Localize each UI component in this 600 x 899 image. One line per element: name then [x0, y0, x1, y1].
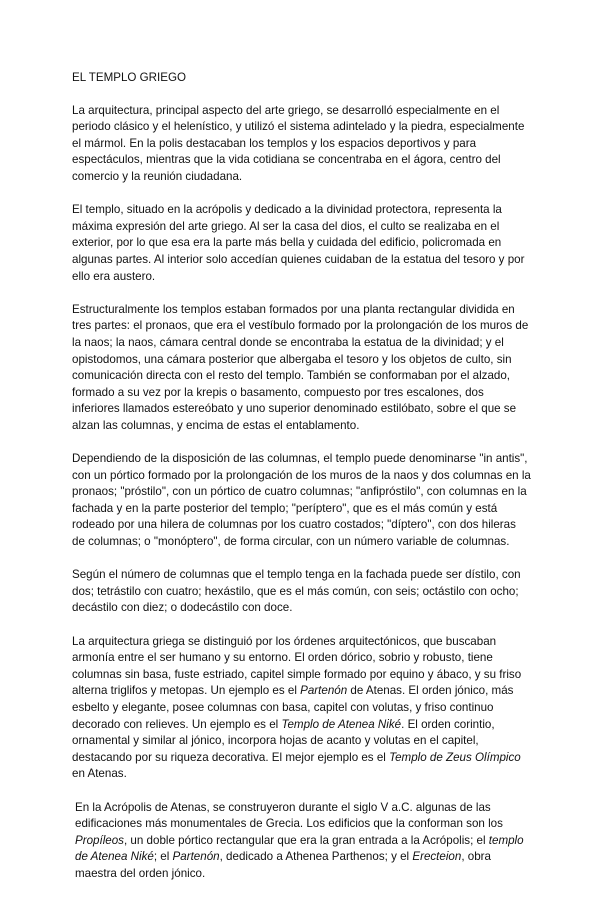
text-segment: de Atenas. El orden jónico, más esbelto y elegante, posee columnas con basa, capitel con volutas, y friso continuo decorado con relieves. Un ejemplo es el: [72, 684, 514, 731]
paragraph-architectural-orders: [72, 634, 532, 783]
paragraph-temple-function: El templo, situado en la acrópolis y dedicado a la divinidad protectora, representa la máxima expresión del arte griego. Al ser la casa del dios, el culto se realizaba en el exterior, por lo que esa era la parte más bella y cuidada del edificio, policromada en algunas partes. Al interior solo accedían quienes cuidaban de la estatua del tesoro y por ello era austero.: [72, 203, 525, 283]
text-segment: ; el: [153, 850, 173, 864]
document-title: EL TEMPLO GRIEGO: [72, 71, 187, 84]
italic-parthenon: Partenón: [300, 684, 348, 698]
italic-athena-nike-temple: templo de Atenea Niké: [75, 833, 524, 864]
paragraph-acropolis: [72, 800, 532, 883]
italic-athena-nike-temple: Templo de Atenea Niké: [281, 717, 402, 731]
paragraph-column-count: Según el número de columnas que el templo tenga en la fachada puede ser dístilo, con dos; tetrástilo con cuatro; hexástilo, que es el más común, con seis; octástilo con ocho; decástilo con diez; o dodecástilo con doce.: [72, 568, 521, 615]
text-segment: , dedicado a Athenea Parthenos; y el: [219, 850, 413, 864]
text-segment: , obra maestra del orden jónico.: [75, 850, 491, 880]
paragraph-column-disposition: Dependiendo de la disposición de las columnas, el templo puede denominarse "in antis", con un pórtico formado por la prolongación de los muros de la naos y dos columnas en la pronaos; "próstilo", con un pórtico de cuatro columnas; "anfipróstilo", con columnas en la fachada y en la parte posterior del templo; "períptero", que es el más común y está rodeado por una hilera de columnas por los cuatro costados; "díptero", con dos hileras de columnas; o "monóptero", de forma circular, con un número variable de columnas.: [72, 452, 531, 549]
paragraph-architecture-intro: La arquitectura, principal aspecto del arte griego, se desarrolló especialmente en el periodo clásico y el helenístico, y utilizó el sistema adintelado y la piedra, especialmente el mármol. En la polis destacaban los templos y los espacios deportivos y para espectáculos, mientras que la vida cotidiana se concentraba en el ágora, centro del comercio y la reunión ciudadana.: [72, 103, 525, 183]
italic-parthenon: Partenón: [172, 850, 220, 864]
italic-propylaea: Propíleos: [75, 833, 124, 847]
document-page: [72, 70, 532, 899]
paragraph-temple-structure: Estructuralmente los templos estaban formados por una planta rectangular dividida en tres partes: el pronaos, que era el vestíbulo formado por la prolongación de los muros de la naos; la naos, cámara central donde se encontraba la estatua de la divinidad; y el opistodomos, una cámara posterior que albergaba el tesoro y los objetos de culto, sin comunicación directa con el resto del templo. También se conformaban por el alzado, formado a su vez por la krepis o basamento, compuesto por tres escalones, dos inferiores llamados estereóbato y uno superior denominado estilóbato, sobre el que se alzan las columnas, y encima de estas el entablamento.: [72, 302, 529, 432]
italic-olympian-zeus-temple: Templo de Zeus Olímpico: [389, 750, 521, 764]
text-segment: En la Acrópolis de Atenas, se construyeron durante el siglo V a.C. algunas de las edificaciones más monumentales de Grecia. Los edificios que la conforman son los: [75, 800, 503, 831]
text-segment: . El orden corintio, ornamental y similar al jónico, incorpora hojas de acanto y volutas en el capitel, destacando por su riqueza decorativa. El mejor ejemplo es el: [72, 717, 495, 764]
text-segment: La arquitectura griega se distinguió por los órdenes arquitectónicos, que buscaban armonía entre el ser humano y su entorno. El orden dórico, sobrio y robusto, tiene columnas sin basa, fuste estriado, capitel simple formado por equino y ábaco, y su friso alterna triglifos y metopas. Un ejemplo es el: [72, 634, 522, 698]
text-segment: , un doble pórtico rectangular que era la gran entrada a la Acrópolis; el: [123, 833, 489, 847]
text-segment: en Atenas.: [72, 767, 127, 781]
italic-erechtheion: Erecteion: [412, 850, 462, 864]
